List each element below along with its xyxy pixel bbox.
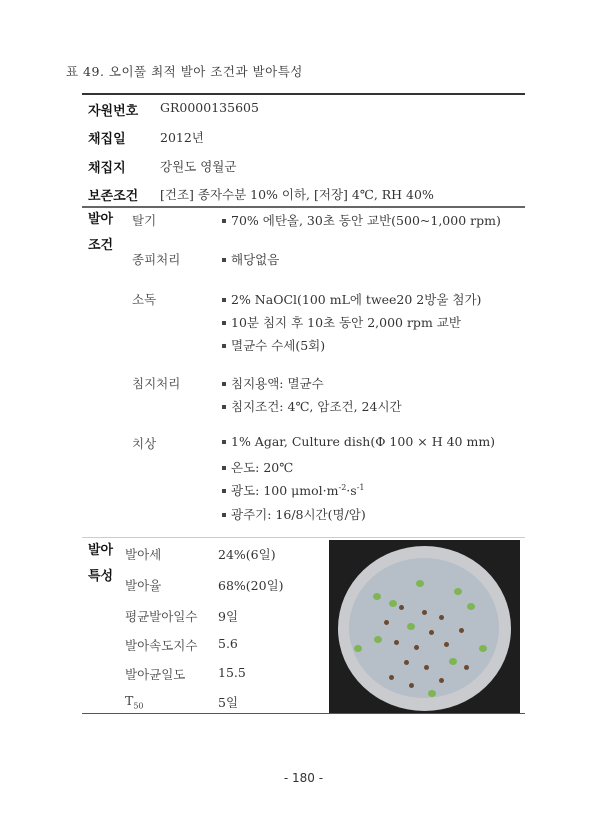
- condition-item: [222, 458, 293, 476]
- seed: [384, 620, 389, 625]
- char-name: 발아율: [125, 578, 162, 593]
- superscript: -1: [356, 482, 365, 492]
- bullet-icon: [222, 258, 226, 262]
- condition-item: [222, 434, 495, 449]
- section-label-line: 조건: [88, 238, 114, 253]
- seedling-leaf: [454, 588, 462, 595]
- info-value: GR0000135605: [160, 100, 259, 115]
- char-name: 발아세: [125, 547, 162, 562]
- info-value: 2012년: [160, 130, 204, 145]
- info-label: 채집일: [88, 132, 126, 147]
- bullet-icon: [222, 466, 226, 470]
- bullet-icon: [222, 298, 226, 302]
- seed: [459, 628, 464, 633]
- condition-text: 침지조건: 4℃, 암조건, 24시간: [231, 399, 402, 414]
- table-bottom-rule: [82, 713, 525, 714]
- section-label-line: 발아: [88, 543, 114, 558]
- subscript: 50: [133, 701, 144, 711]
- seedling-leaf: [374, 636, 382, 643]
- superscript: -2: [338, 482, 347, 492]
- seedling-leaf: [373, 593, 381, 600]
- char-name-text: T: [125, 693, 134, 708]
- info-label: 보존조건: [88, 189, 139, 204]
- seed: [424, 665, 429, 670]
- seedling-leaf: [407, 623, 415, 630]
- condition-text: 광도: 100 μmol·m: [231, 483, 339, 498]
- seed: [399, 605, 404, 610]
- characteristics-section-label: [88, 538, 118, 590]
- info-value: 강원도 영월군: [160, 159, 237, 174]
- condition-text: 해당없음: [231, 252, 280, 267]
- table-top-rule: [82, 93, 525, 95]
- char-name-t50: [125, 693, 144, 711]
- char-name: 발아균일도: [125, 667, 186, 682]
- condition-text: 70% 에탄올, 30초 동안 교반(500~1,000 rpm): [231, 213, 501, 228]
- condition-name-seedcoat: 종피처리: [132, 252, 181, 267]
- bullet-icon: [222, 344, 226, 348]
- seedling-leaf: [389, 600, 397, 607]
- seed: [409, 683, 414, 688]
- seed: [394, 640, 399, 645]
- char-value: 15.5: [218, 665, 246, 680]
- seed: [444, 642, 449, 647]
- seed: [439, 678, 444, 683]
- seedling-leaf: [416, 580, 424, 587]
- seed: [439, 615, 444, 620]
- condition-item: [222, 397, 402, 415]
- condition-item: [222, 250, 279, 268]
- seed: [414, 645, 419, 650]
- condition-text: 10분 침지 후 10초 동안 2,000 rpm 교반: [231, 315, 461, 330]
- char-value: 9일: [218, 609, 239, 624]
- condition-name-degassing: 탈기: [132, 213, 157, 228]
- section-label-line: 발아: [88, 212, 114, 227]
- condition-text: 멸균수 수세(5회): [231, 338, 326, 353]
- table-caption: 표 49. 오이풀 최적 발아 조건과 발아특성: [66, 64, 303, 79]
- seedling-leaf: [467, 603, 475, 610]
- condition-item: [222, 313, 461, 331]
- info-value: [건조] 종자수분 10% 이하, [저장] 4℃, RH 40%: [160, 187, 434, 202]
- section-divider: [82, 206, 525, 208]
- condition-text: 온도: 20℃: [231, 460, 294, 475]
- section-label-line: 특성: [88, 569, 114, 584]
- bullet-icon: [222, 405, 226, 409]
- seed: [404, 660, 409, 665]
- condition-item: [222, 336, 325, 354]
- condition-text: ·s: [346, 483, 357, 498]
- seed: [464, 665, 469, 670]
- seedling-leaf: [479, 645, 487, 652]
- condition-text: 광주기: 16/8시간(명/암): [231, 507, 366, 522]
- condition-item: [222, 374, 324, 392]
- seedling-leaf: [354, 645, 362, 652]
- condition-text: 1% Agar, Culture dish(Φ 100 × H 40 mm): [231, 434, 496, 449]
- condition-item: [222, 481, 364, 499]
- bullet-icon: [222, 489, 226, 493]
- section-divider-light: [82, 537, 525, 538]
- condition-text: 침지용액: 멸균수: [231, 376, 324, 391]
- bullet-icon: [222, 440, 226, 444]
- condition-name-soaking: 침지처리: [132, 376, 181, 391]
- info-label: 채집지: [88, 161, 126, 176]
- petri-dish-photo: [329, 540, 520, 713]
- condition-text: 2% NaOCl(100 mL에 twee20 2방울 첨가): [231, 292, 482, 307]
- bullet-icon: [222, 382, 226, 386]
- condition-item: [222, 211, 501, 229]
- char-value: 5일: [218, 695, 239, 710]
- condition-item: [222, 290, 481, 308]
- condition-name-plating: 치상: [132, 436, 157, 451]
- seed: [429, 630, 434, 635]
- condition-name-disinfection: 소독: [132, 292, 157, 307]
- char-name: 평균발아일수: [125, 609, 198, 624]
- bullet-icon: [222, 219, 226, 223]
- page-number: - 180 -: [283, 771, 324, 785]
- bullet-icon: [222, 321, 226, 325]
- bullet-icon: [222, 513, 226, 517]
- info-label: 자원번호: [88, 104, 139, 119]
- seedling-leaf: [449, 658, 457, 665]
- seedling-leaf: [428, 690, 436, 697]
- conditions-section-label: [88, 207, 118, 259]
- seed: [422, 610, 427, 615]
- seed: [389, 675, 394, 680]
- condition-item: [222, 505, 366, 523]
- char-name: 발아속도지수: [125, 638, 198, 653]
- char-value: 5.6: [218, 636, 238, 651]
- char-value: 24%(6일): [218, 547, 276, 562]
- char-value: 68%(20일): [218, 578, 284, 593]
- dish-agar: [349, 558, 499, 698]
